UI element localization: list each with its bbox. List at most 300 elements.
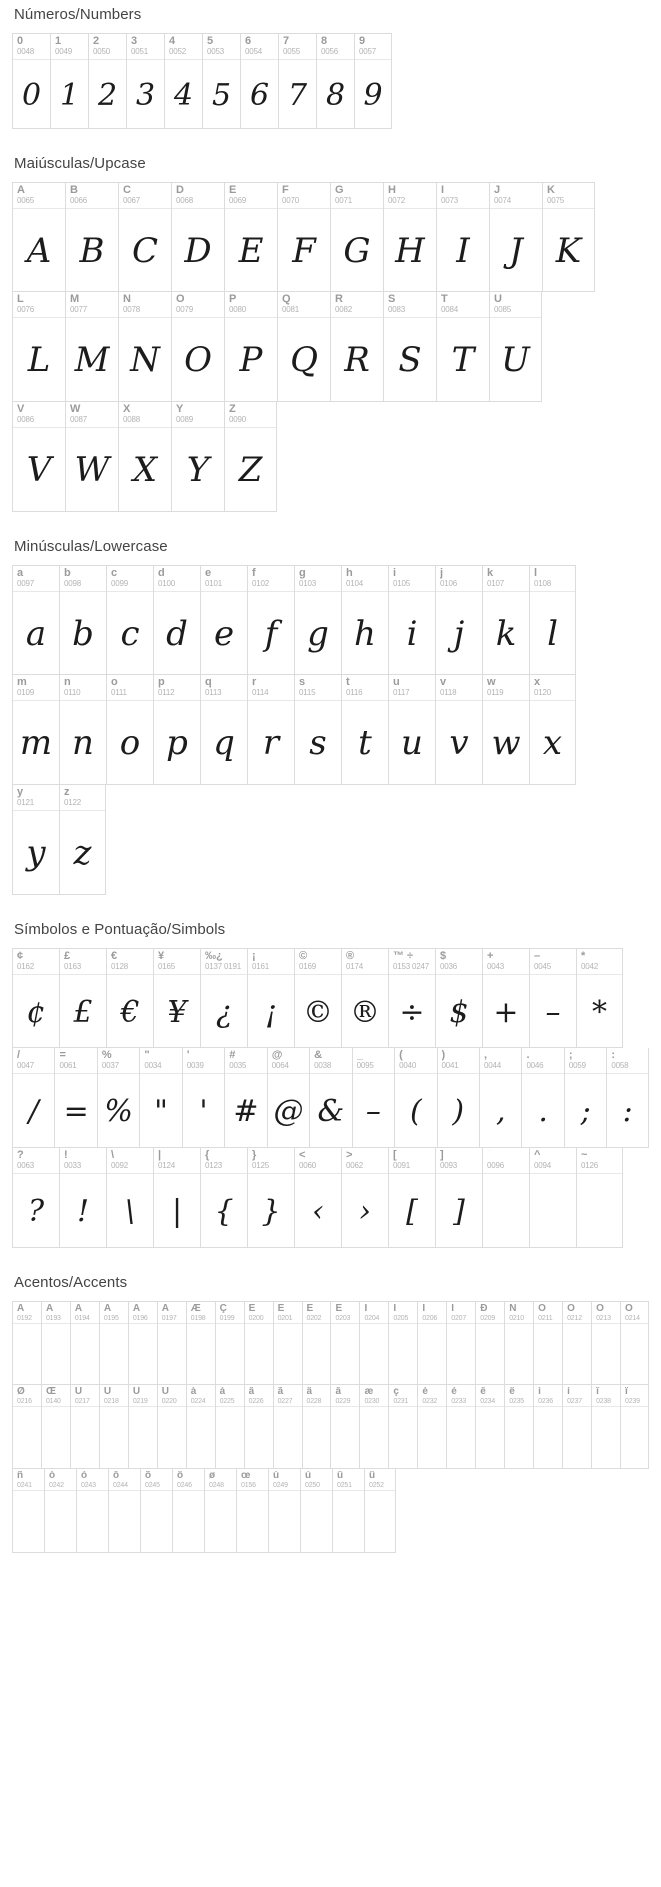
glyph-cell[interactable] xyxy=(435,565,482,675)
glyph-preview: W xyxy=(74,450,110,490)
glyph-preview xyxy=(245,1324,273,1386)
glyph-cell[interactable] xyxy=(482,1148,529,1248)
glyph-char-label: + xyxy=(487,951,494,962)
glyph-cell[interactable] xyxy=(529,675,576,785)
glyph-cell[interactable] xyxy=(12,402,65,512)
glyph-cell[interactable] xyxy=(128,1301,157,1385)
glyph-char-label: Î xyxy=(422,1304,426,1314)
glyph-char-label: & xyxy=(314,1050,323,1061)
glyph-cell[interactable] xyxy=(529,1148,576,1248)
glyph-preview xyxy=(563,1324,591,1386)
glyph-code-label: 0100 xyxy=(158,579,175,588)
glyph-cell[interactable] xyxy=(479,1048,521,1148)
glyph-preview: 1 xyxy=(59,77,80,113)
glyph-meta xyxy=(154,566,200,592)
glyph-meta xyxy=(437,292,489,318)
glyph-rows xyxy=(12,182,649,512)
glyph-cell[interactable] xyxy=(236,1469,268,1553)
glyph-cell[interactable] xyxy=(99,1385,128,1469)
glyph-cell[interactable] xyxy=(436,182,489,292)
glyph-cell[interactable] xyxy=(153,948,200,1048)
glyph-cell[interactable] xyxy=(302,1301,331,1385)
glyph-meta xyxy=(248,949,294,975)
glyph-preview: : xyxy=(622,1093,633,1129)
glyph-cell[interactable] xyxy=(224,1048,266,1148)
glyph-cell[interactable] xyxy=(12,1385,41,1469)
glyph-cell[interactable] xyxy=(41,1301,70,1385)
glyph-cell[interactable] xyxy=(182,1048,224,1148)
glyph-cell[interactable] xyxy=(341,1148,388,1248)
glyph-char-label: } xyxy=(252,1150,257,1161)
glyph-cell[interactable] xyxy=(171,292,224,402)
glyph-code-label: 0073 xyxy=(441,196,458,205)
glyph-code-label: 0118 xyxy=(440,688,457,697)
glyph-cell[interactable] xyxy=(126,33,164,129)
glyph-cell[interactable] xyxy=(59,1148,106,1248)
glyph-preview: Q xyxy=(290,340,318,380)
glyph-code-label: 0082 xyxy=(335,305,352,314)
glyph-cell[interactable] xyxy=(200,1148,247,1248)
glyph-char-label: X xyxy=(123,404,131,415)
glyph-code-label: 0226 xyxy=(248,1398,264,1405)
glyph-cell[interactable] xyxy=(59,948,106,1048)
glyph-preview: ) xyxy=(452,1093,465,1129)
glyph-char-label: – xyxy=(534,951,541,962)
glyph-code-label: 0111 xyxy=(111,688,127,697)
glyph-cell[interactable] xyxy=(224,402,277,512)
glyph-cell[interactable] xyxy=(352,1048,394,1148)
glyph-cell[interactable] xyxy=(576,948,623,1048)
glyph-char-label: d xyxy=(158,568,165,579)
glyph-cell[interactable] xyxy=(12,1148,59,1248)
glyph-cell[interactable] xyxy=(65,402,118,512)
glyph-cell[interactable] xyxy=(171,402,224,512)
glyph-cell[interactable] xyxy=(65,182,118,292)
glyph-meta xyxy=(201,675,247,701)
glyph-cell[interactable] xyxy=(359,1301,388,1385)
glyph-code-label: 0196 xyxy=(132,1315,148,1322)
glyph-meta xyxy=(437,183,489,209)
glyph-cell[interactable] xyxy=(482,948,529,1048)
glyph-char-label: \ xyxy=(111,1150,115,1161)
glyph-cell[interactable] xyxy=(620,1385,649,1469)
glyph-preview xyxy=(360,1324,388,1386)
glyph-cell[interactable] xyxy=(489,292,542,402)
glyph-code-label: 0083 xyxy=(388,305,405,314)
glyph-cell[interactable] xyxy=(247,1148,294,1248)
glyph-char-label: @ xyxy=(271,1050,283,1061)
glyph-char-label: € xyxy=(111,951,118,962)
glyph-cell[interactable] xyxy=(186,1385,215,1469)
glyph-cell[interactable] xyxy=(240,33,278,129)
glyph-preview: I xyxy=(456,231,470,271)
glyph-cell[interactable] xyxy=(76,1469,108,1553)
glyph-code-label: 0252 xyxy=(369,1482,384,1489)
glyph-section xyxy=(12,1274,649,1553)
glyph-cell[interactable] xyxy=(12,292,65,402)
glyph-cell[interactable] xyxy=(388,1148,435,1248)
glyph-char-label: U xyxy=(494,294,502,305)
glyph-char-label: Ù xyxy=(74,1387,83,1397)
glyph-cell[interactable] xyxy=(273,1385,302,1469)
glyph-cell[interactable] xyxy=(106,1148,153,1248)
glyph-char-label: l xyxy=(534,568,538,579)
glyph-cell[interactable] xyxy=(44,1469,76,1553)
glyph-meta xyxy=(577,949,622,975)
glyph-code-label: 0076 xyxy=(17,305,34,314)
glyph-cell[interactable] xyxy=(200,565,247,675)
glyph-cell[interactable] xyxy=(12,948,59,1048)
glyph-code-label: 0080 xyxy=(229,305,246,314)
glyph-cell[interactable] xyxy=(383,292,436,402)
glyph-preview xyxy=(13,1491,44,1553)
glyph-preview xyxy=(42,1324,70,1386)
glyph-meta xyxy=(225,1048,266,1074)
glyph-cell[interactable] xyxy=(108,1469,140,1553)
glyph-char-label: Ë xyxy=(335,1304,343,1314)
glyph-cell[interactable] xyxy=(364,1469,396,1553)
glyph-preview xyxy=(621,1324,648,1386)
glyph-code-label: 0239 xyxy=(625,1398,640,1405)
glyph-char-label: u xyxy=(393,677,400,688)
glyph-cell[interactable] xyxy=(529,948,576,1048)
glyph-code-label: 0105 xyxy=(393,579,410,588)
glyph-char-label: ; xyxy=(568,1050,573,1061)
glyph-cell[interactable] xyxy=(215,1385,244,1469)
glyph-cell[interactable] xyxy=(277,182,330,292)
glyph-cell[interactable] xyxy=(316,33,354,129)
glyph-code-label: 0079 xyxy=(176,305,193,314)
glyph-cell[interactable] xyxy=(482,675,529,785)
glyph-cell[interactable] xyxy=(59,675,106,785)
glyph-cell[interactable] xyxy=(106,565,153,675)
glyph-meta xyxy=(565,1048,606,1074)
glyph-meta xyxy=(331,292,383,318)
glyph-code-label: 0235 xyxy=(509,1398,524,1405)
glyph-meta xyxy=(447,1385,475,1407)
glyph-cell[interactable] xyxy=(153,1148,200,1248)
glyph-preview xyxy=(301,1491,332,1553)
glyph-cell[interactable] xyxy=(341,948,388,1048)
glyph-cell[interactable] xyxy=(278,33,316,129)
glyph-code-label: 0041 xyxy=(441,1061,459,1070)
glyph-cell[interactable] xyxy=(446,1301,475,1385)
glyph-cell[interactable] xyxy=(542,182,595,292)
glyph-meta xyxy=(563,1385,591,1407)
glyph-cell[interactable] xyxy=(200,675,247,785)
glyph-cell[interactable] xyxy=(12,1301,41,1385)
glyph-cell[interactable] xyxy=(332,1469,364,1553)
glyph-meta xyxy=(490,183,542,209)
glyph-preview: 4 xyxy=(173,77,194,113)
glyph-cell[interactable] xyxy=(533,1301,562,1385)
glyph-cell[interactable] xyxy=(437,1048,479,1148)
glyph-meta xyxy=(278,183,330,209)
glyph-cell[interactable] xyxy=(273,1301,302,1385)
glyph-cell[interactable] xyxy=(247,675,294,785)
glyph-cell[interactable] xyxy=(186,1301,215,1385)
glyph-cell[interactable] xyxy=(475,1385,504,1469)
glyph-cell[interactable] xyxy=(12,182,65,292)
glyph-code-label: 0200 xyxy=(248,1315,264,1322)
glyph-meta xyxy=(522,1048,563,1074)
glyph-char-label: c xyxy=(111,568,118,579)
glyph-cell[interactable] xyxy=(475,1301,504,1385)
glyph-preview xyxy=(158,1324,186,1386)
glyph-preview: / xyxy=(28,1093,39,1129)
glyph-preview: K xyxy=(555,231,582,271)
glyph-code-label: 0101 xyxy=(205,579,222,588)
glyph-cell[interactable] xyxy=(309,1048,351,1148)
glyph-section xyxy=(12,155,649,512)
glyph-cell[interactable] xyxy=(139,1048,181,1148)
glyph-code-label: 0067 xyxy=(123,196,140,205)
glyph-cell[interactable] xyxy=(247,948,294,1048)
glyph-preview: ' xyxy=(199,1093,208,1129)
glyph-cell[interactable] xyxy=(244,1385,273,1469)
glyph-cell[interactable] xyxy=(70,1301,99,1385)
glyph-meta xyxy=(342,566,388,592)
glyph-char-label: " xyxy=(144,1050,150,1061)
glyph-meta xyxy=(331,1302,359,1324)
glyph-cell[interactable] xyxy=(224,292,277,402)
glyph-cell[interactable] xyxy=(446,1385,475,1469)
glyph-cell[interactable] xyxy=(330,1301,359,1385)
glyph-cell[interactable] xyxy=(388,565,435,675)
section-title: Números/Numbers xyxy=(14,6,142,23)
glyph-preview: 0 xyxy=(21,77,42,113)
glyph-cell[interactable] xyxy=(388,675,435,785)
glyph-code-label: 0038 xyxy=(314,1061,332,1070)
glyph-cell[interactable] xyxy=(41,1385,70,1469)
glyph-char-label: Á xyxy=(45,1304,54,1314)
glyph-cell[interactable] xyxy=(359,1385,388,1469)
glyph-preview: , xyxy=(495,1093,506,1129)
glyph-cell[interactable] xyxy=(294,565,341,675)
glyph-cell[interactable] xyxy=(564,1048,606,1148)
glyph-code-label: 0056 xyxy=(321,47,338,56)
glyph-cell[interactable] xyxy=(59,565,106,675)
glyph-char-label: 3 xyxy=(131,36,138,47)
glyph-cell[interactable] xyxy=(435,948,482,1048)
glyph-cell[interactable] xyxy=(140,1469,172,1553)
glyph-cell[interactable] xyxy=(330,1385,359,1469)
glyph-cell[interactable] xyxy=(341,565,388,675)
glyph-code-label: 0224 xyxy=(190,1398,206,1405)
glyph-meta xyxy=(360,1385,388,1407)
glyph-cell[interactable] xyxy=(277,292,330,402)
glyph-char-label: ® xyxy=(346,951,355,962)
glyph-char-label: 6 xyxy=(245,36,252,47)
glyph-cell[interactable] xyxy=(330,292,383,402)
glyph-cell[interactable] xyxy=(12,1469,44,1553)
glyph-preview xyxy=(158,1407,186,1469)
glyph-preview: i xyxy=(406,614,418,654)
glyph-code-label: 0233 xyxy=(451,1398,467,1405)
glyph-cell[interactable] xyxy=(70,1385,99,1469)
glyph-char-label: Ï xyxy=(451,1304,455,1314)
glyph-cell[interactable] xyxy=(533,1385,562,1469)
glyph-code-label: 0207 xyxy=(451,1315,467,1322)
glyph-cell[interactable] xyxy=(388,948,435,1048)
glyph-code-label: 0126 xyxy=(581,1161,598,1170)
glyph-cell[interactable] xyxy=(562,1385,591,1469)
glyph-char-label: > xyxy=(346,1150,353,1161)
glyph-preview xyxy=(42,1407,70,1469)
glyph-meta xyxy=(483,949,529,975)
glyph-char-label: £ xyxy=(64,951,71,962)
glyph-cell[interactable] xyxy=(591,1301,620,1385)
glyph-cell[interactable] xyxy=(118,292,171,402)
glyph-char-label: æ xyxy=(364,1387,374,1397)
glyph-char-label: , xyxy=(483,1050,488,1061)
glyph-cell[interactable] xyxy=(202,33,240,129)
glyph-cell[interactable] xyxy=(153,675,200,785)
glyph-cell[interactable] xyxy=(12,675,59,785)
glyph-meta xyxy=(237,1469,268,1491)
glyph-cell[interactable] xyxy=(128,1385,157,1469)
glyph-preview xyxy=(129,1324,157,1386)
glyph-cell[interactable] xyxy=(394,1048,436,1148)
glyph-row xyxy=(12,292,649,402)
glyph-cell[interactable] xyxy=(106,675,153,785)
glyph-meta xyxy=(530,1148,576,1174)
glyph-code-label: 0081 xyxy=(282,305,299,314)
glyph-cell[interactable] xyxy=(330,182,383,292)
glyph-cell[interactable] xyxy=(153,565,200,675)
glyph-char-label: e xyxy=(205,568,212,579)
glyph-meta xyxy=(13,34,50,60)
glyph-cell[interactable] xyxy=(620,1301,649,1385)
glyph-code-label: 0098 xyxy=(64,579,81,588)
glyph-char-label: Y xyxy=(176,404,184,415)
glyph-cell[interactable] xyxy=(436,292,489,402)
glyph-char-label: © xyxy=(299,951,308,962)
glyph-cell[interactable] xyxy=(50,33,88,129)
glyph-cell[interactable] xyxy=(504,1301,533,1385)
glyph-cell[interactable] xyxy=(12,565,59,675)
glyph-cell[interactable] xyxy=(504,1385,533,1469)
glyph-char-label: n xyxy=(64,677,71,688)
glyph-cell[interactable] xyxy=(417,1385,446,1469)
glyph-cell[interactable] xyxy=(341,675,388,785)
glyph-cell[interactable] xyxy=(204,1469,236,1553)
glyph-cell[interactable] xyxy=(562,1301,591,1385)
glyph-meta xyxy=(66,292,118,318)
glyph-cell[interactable] xyxy=(59,785,106,895)
glyph-cell[interactable] xyxy=(12,785,59,895)
glyph-row xyxy=(12,1148,649,1248)
glyph-code-label: 0117 xyxy=(393,688,410,697)
glyph-cell[interactable] xyxy=(302,1385,331,1469)
glyph-char-label: x xyxy=(534,677,541,688)
glyph-cell[interactable] xyxy=(388,1301,417,1385)
glyph-cell[interactable] xyxy=(157,1385,186,1469)
glyph-cell[interactable] xyxy=(164,33,202,129)
glyph-cell[interactable] xyxy=(65,292,118,402)
glyph-preview: › xyxy=(359,1193,371,1229)
glyph-preview: p xyxy=(166,723,188,763)
glyph-preview: ¢ xyxy=(26,994,46,1030)
glyph-cell[interactable] xyxy=(300,1469,332,1553)
glyph-cell[interactable] xyxy=(482,565,529,675)
glyph-cell[interactable] xyxy=(268,1469,300,1553)
glyph-cell[interactable] xyxy=(383,182,436,292)
glyph-cell[interactable] xyxy=(388,1385,417,1469)
glyph-char-label: Ø xyxy=(17,1387,25,1397)
glyph-meta xyxy=(483,1148,529,1174)
glyph-meta xyxy=(71,1302,99,1324)
glyph-preview: ® xyxy=(350,994,380,1030)
glyph-cell[interactable] xyxy=(606,1048,649,1148)
glyph-cell[interactable] xyxy=(97,1048,139,1148)
glyph-cell[interactable] xyxy=(417,1301,446,1385)
glyph-cell[interactable] xyxy=(591,1385,620,1469)
glyph-cell[interactable] xyxy=(118,402,171,512)
glyph-preview: = xyxy=(63,1093,89,1129)
glyph-cell[interactable] xyxy=(106,948,153,1048)
glyph-cell[interactable] xyxy=(435,1148,482,1248)
glyph-code-label: 0153 0247 xyxy=(393,962,430,971)
glyph-char-label: M xyxy=(70,294,80,305)
glyph-code-label: 0092 xyxy=(111,1161,128,1170)
glyph-cell[interactable] xyxy=(12,33,50,129)
glyph-cell[interactable] xyxy=(172,1469,204,1553)
glyph-cell[interactable] xyxy=(54,1048,96,1148)
glyph-cell[interactable] xyxy=(294,1148,341,1248)
glyph-cell[interactable] xyxy=(215,1301,244,1385)
glyph-cell[interactable] xyxy=(435,675,482,785)
glyph-cell[interactable] xyxy=(12,1048,54,1148)
glyph-code-label: 0199 xyxy=(219,1315,235,1322)
glyph-preview: b xyxy=(72,614,94,654)
glyph-cell[interactable] xyxy=(267,1048,309,1148)
glyph-cell[interactable] xyxy=(244,1301,273,1385)
glyph-cell[interactable] xyxy=(489,182,542,292)
glyph-char-label: Å xyxy=(161,1304,169,1314)
glyph-char-label: ö xyxy=(177,1471,184,1481)
glyph-cell[interactable] xyxy=(247,565,294,675)
glyph-meta xyxy=(107,566,153,592)
glyph-cell[interactable] xyxy=(118,182,171,292)
glyph-char-label: Û xyxy=(132,1387,141,1397)
glyph-cell[interactable] xyxy=(224,182,277,292)
glyph-code-label: 0238 xyxy=(596,1398,611,1405)
glyph-preview xyxy=(303,1407,331,1469)
glyph-char-label: * xyxy=(581,951,586,962)
glyph-cell[interactable] xyxy=(88,33,126,129)
glyph-code-label: 0232 xyxy=(422,1398,438,1405)
glyph-cell[interactable] xyxy=(521,1048,563,1148)
glyph-preview xyxy=(269,1491,300,1553)
glyph-cell[interactable] xyxy=(294,675,341,785)
glyph-cell[interactable] xyxy=(99,1301,128,1385)
glyph-cell[interactable] xyxy=(171,182,224,292)
glyph-cell[interactable] xyxy=(200,948,247,1048)
sections-container xyxy=(12,6,649,1553)
glyph-preview: H xyxy=(395,231,425,271)
glyph-cell[interactable] xyxy=(576,1148,623,1248)
glyph-preview: [ xyxy=(406,1193,418,1229)
glyph-cell[interactable] xyxy=(294,948,341,1048)
glyph-preview xyxy=(592,1407,620,1469)
glyph-cell[interactable] xyxy=(157,1301,186,1385)
glyph-cell[interactable] xyxy=(354,33,392,129)
glyph-char-label: ‰¿ xyxy=(205,951,223,962)
glyph-cell[interactable] xyxy=(529,565,576,675)
glyph-meta xyxy=(530,566,575,592)
glyph-preview xyxy=(187,1324,215,1386)
